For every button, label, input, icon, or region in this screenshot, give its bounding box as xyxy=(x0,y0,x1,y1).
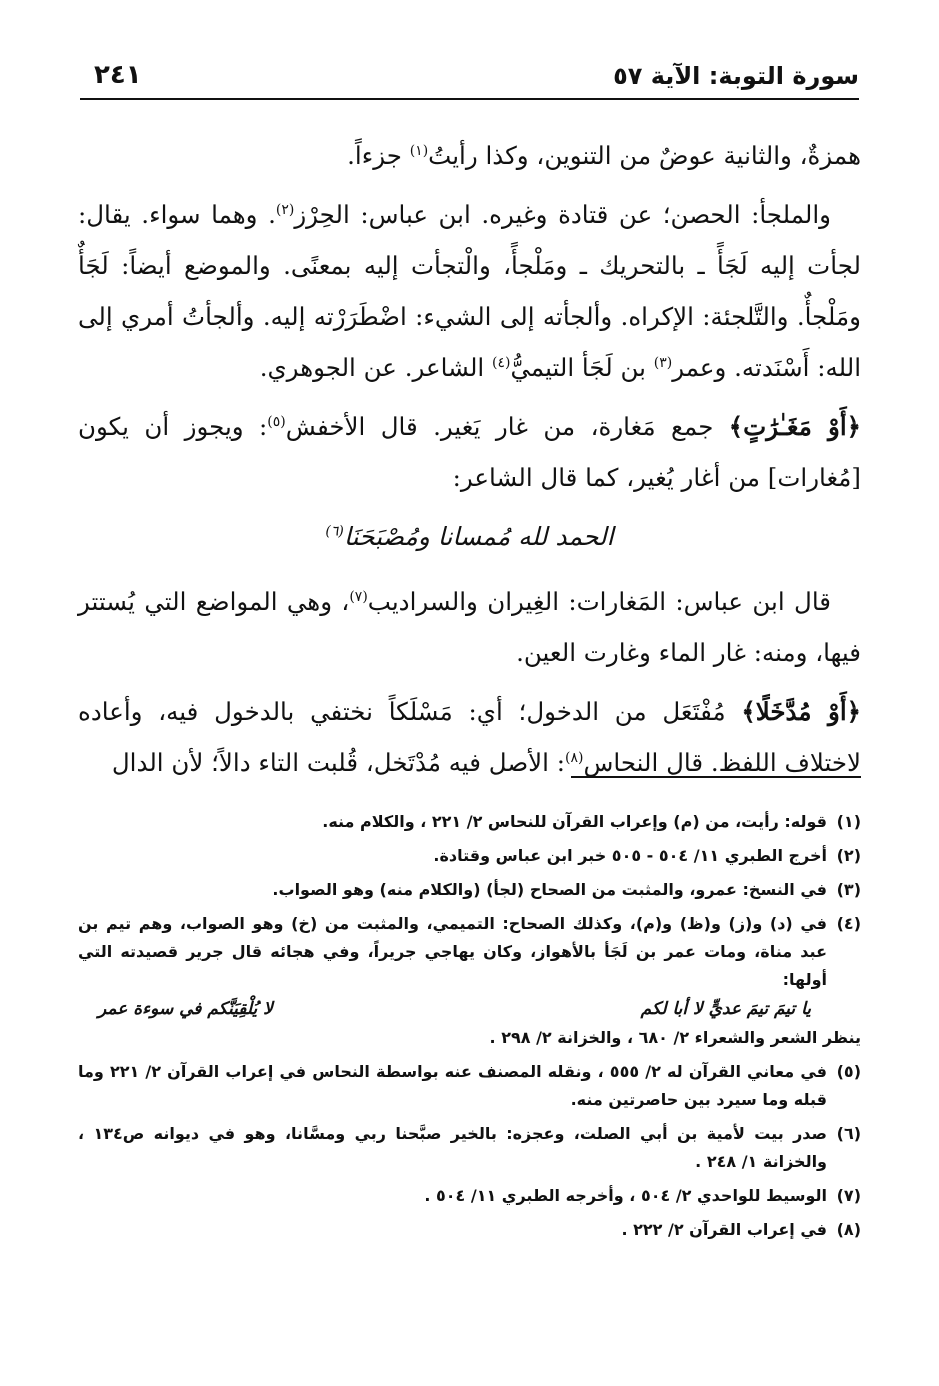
footnote-7 xyxy=(78,1182,861,1210)
poetry-verse xyxy=(78,511,861,562)
footnote-5 xyxy=(78,1058,861,1114)
paragraph-2 xyxy=(78,189,861,393)
footnote-number: (٧) xyxy=(836,1186,861,1205)
footnote-text: في النسخ: عمرو، والمثبت من الصحاح (لجأ) (والكلام منه) وهو الصواب. xyxy=(272,880,827,899)
text-run: والملجأ: الحصن؛ عن قتادة وغيره. ابن عباس: الحِرْز xyxy=(294,200,831,229)
quran-bracket-open: ﴿ xyxy=(846,412,861,441)
surah-title: سورة التوبة: الآية ٥٧ xyxy=(613,62,859,90)
footnote-number: (٦) xyxy=(836,1124,862,1143)
paragraph-4 xyxy=(78,576,861,678)
quran-text: أَوْ مُدَّخَلًا xyxy=(755,697,847,726)
footnote-3 xyxy=(78,876,861,904)
poem-hemistich-2: لا يُلْقِيَنَّكم في سوءة عمر xyxy=(98,999,273,1019)
verse-text: الحمد لله مُمسانا ومُصْبَحَنَا xyxy=(343,522,614,551)
footnote-number: (٢) xyxy=(836,846,861,865)
footnote-ref: (٢) xyxy=(275,201,295,218)
poem-hemistich-1: يا تيمَ تيمَ عديٍّ لا أبا لكم xyxy=(640,999,811,1019)
page-header xyxy=(80,58,859,100)
footnote-ref: (٥) xyxy=(267,413,286,430)
footnote-2 xyxy=(78,842,861,870)
paragraph-1 xyxy=(78,130,861,181)
footnote-1 xyxy=(78,808,861,836)
text-run: ، وهي المواضع التي يُستتر فيها، ومنه: غار الماء وغارت العين. xyxy=(78,587,861,667)
footnote-text: أخرج الطبري ١١/ ٥٠٤ - ٥٠٥ خبر ابن عباس وقتادة. xyxy=(433,846,827,865)
footnote-text: الوسيط للواحدي ٢/ ٥٠٤ ، وأخرجه الطبري ١١/ ٥٠٤ . xyxy=(424,1186,827,1205)
footnote-8 xyxy=(78,1216,861,1244)
text-run: جمع مَغارة، من غار يَغير. قال الأخفش xyxy=(285,412,729,441)
footnote-number: (٨) xyxy=(836,1220,861,1239)
footnote-ref: (٤) xyxy=(492,354,511,371)
main-text xyxy=(78,130,861,796)
text-run: . وهما سواء. يقال: لجأت إليه لَجَأً ـ بالتحريك ـ ومَلْجأً، والْتجأت إليه بمعنًى. والموضع أيضاً: لَجَأٌ ومَلْجأٌ. والتَّلجئة: الإكراه. وألجأته إلى الشيء: اضْطَرَرْته إليه. وألجأتُ أمري إلى الله: أَسْنَدته. وعمر xyxy=(78,200,861,382)
text-run: الشاعر. عن الجوهري. xyxy=(259,353,493,382)
footnotes xyxy=(78,808,861,1250)
quran-bracket-close: ﴾ xyxy=(741,697,756,726)
footnote-4 xyxy=(78,910,861,1052)
footnote-6 xyxy=(78,1120,861,1176)
footnote-ref: (٣) xyxy=(653,354,673,371)
footnote-number: (٣) xyxy=(836,880,861,899)
text-run: بن لَجَأ التيميُّ xyxy=(510,353,654,382)
footnote-separator xyxy=(571,776,861,778)
text-run: مُفْتَعَل من الدخول؛ أي: مَسْلَكاً نختفي بالدخول فيه، وأعاده لاختلاف اللفظ. قال النحاس xyxy=(78,697,861,777)
footnote-text: صدر بيت لأمية بن أبي الصلت، وعجزه: بالخير صبَّحنا ربي ومسَّانا، وهو في ديوانه ص١٣٤ ، والخزانة ١/ ٢٤٨ . xyxy=(78,1124,828,1171)
footnote-poem xyxy=(78,994,827,1024)
text-run: جزءاً. xyxy=(347,141,410,170)
text-run: : الأصل فيه مُدْتَخل، قُلبت التاء دالاً؛ لأن الدال xyxy=(111,748,565,777)
footnote-ref: (٨) xyxy=(564,749,584,766)
footnote-text: في معاني القرآن له ٢/ ٥٥٥ ، ونقله المصنف عنه بواسطة النحاس في إعراب القرآن ٢/ ٢٢١ وما قبله وما سيرد بين حاصرتين منه. xyxy=(78,1062,827,1109)
text-run: قال ابن عباس: المَغارات: الغِيران والسراديب xyxy=(367,587,831,616)
footnote-number: (١) xyxy=(836,812,861,831)
text-run: : ويجوز أن يكون [مُغارات] من أغار يُغير، كما قال الشاعر: xyxy=(78,412,861,492)
footnote-number: (٥) xyxy=(836,1062,861,1081)
footnote-source: ينظر الشعر والشعراء ٢/ ٦٨٠ ، والخزانة ٢/ ٢٩٨ . xyxy=(489,1028,861,1047)
quran-text: أَوْ مَغَـٰرَٰتٍ xyxy=(743,412,847,441)
footnote-text: قوله: رأيت، من (م) وإعراب القرآن للنحاس ٢/ ٢٢١ ، والكلام منه. xyxy=(322,812,827,831)
footnote-text: في (د) و(ز) و(ظ) و(م)، وكذلك الصحاح: التميمي، والمثبت من (خ) وهو الصواب، وهم تيم بن عبد مناة، ومات عمر بن لَجَأ بالأهواز، وكان يهاجي جريراً، وفي هجائه قال جرير قصيدته التي أولها: xyxy=(78,914,827,989)
footnote-ref: (١) xyxy=(409,142,429,159)
footnote-ref: (٧) xyxy=(349,588,368,605)
paragraph-5 xyxy=(78,686,861,788)
footnote-ref: (٦) xyxy=(325,523,344,540)
text-run: همزةٌ، والثانية عوضٌ من التنوين، وكذا رأيتُ xyxy=(428,141,861,170)
quran-bracket-open: ﴿ xyxy=(846,697,861,726)
footnote-text: في إعراب القرآن ٢/ ٢٢٢ . xyxy=(621,1220,827,1239)
quran-bracket-close: ﴾ xyxy=(728,412,744,441)
paragraph-3 xyxy=(78,401,861,503)
footnote-number: (٤) xyxy=(836,914,861,933)
page-number: ٢٤١ xyxy=(94,60,142,90)
